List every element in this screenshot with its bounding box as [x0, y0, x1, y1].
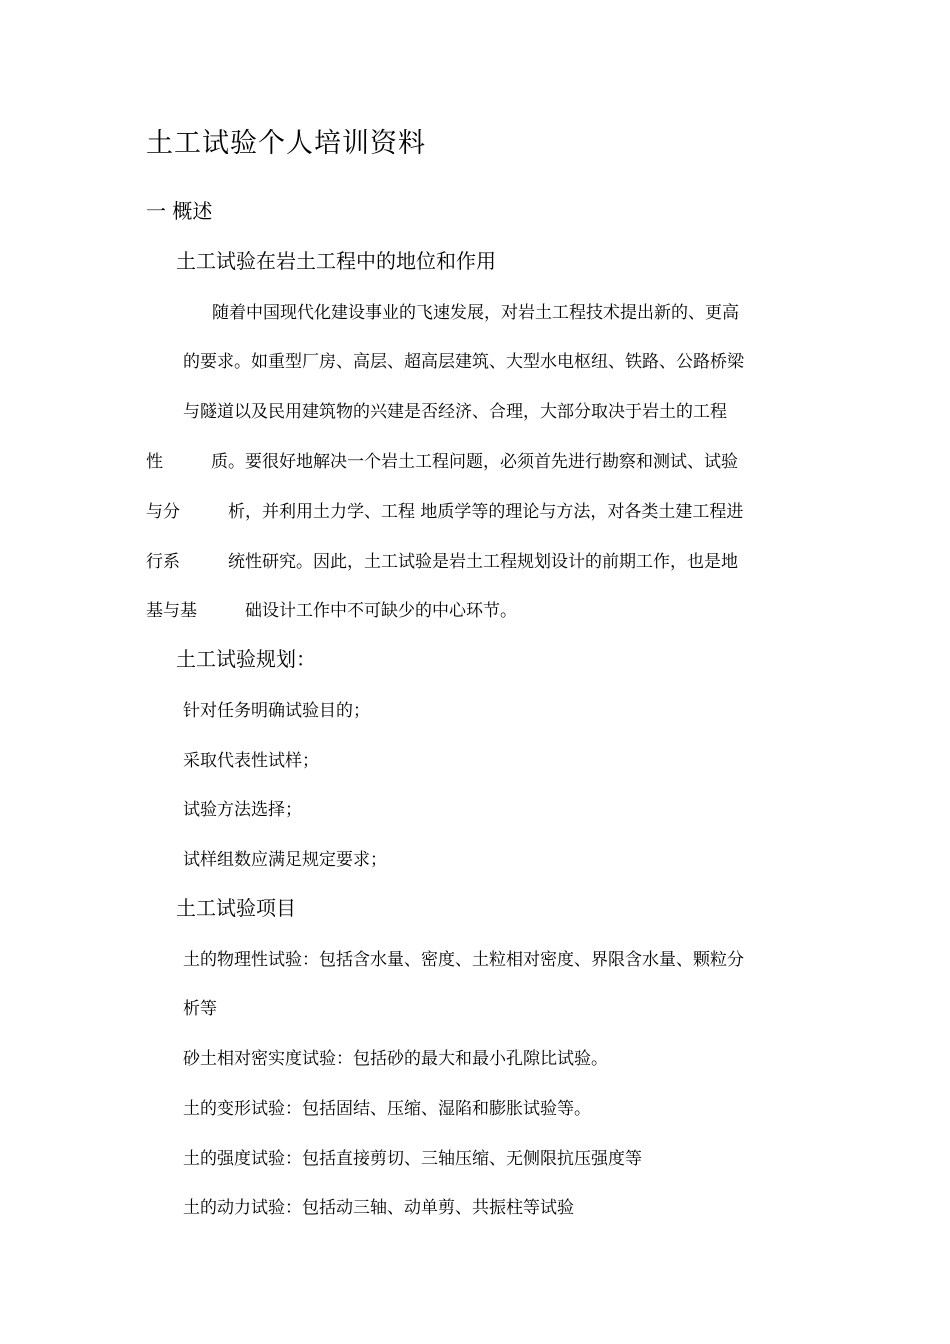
paragraph-line: 与隧道以及民用建筑物的兴建是否经济、合理，大部分取决于岩土的工程: [183, 402, 727, 422]
paragraph-line: 随着中国现代化建设事业的飞速发展，对岩土工程技术提出新的、更高: [212, 303, 739, 323]
test-item: 析等: [183, 999, 217, 1019]
paragraph-fragment: 性: [146, 452, 163, 472]
test-item: 土的物理性试验：包括含水量、密度、土粒相对密度、界限含水量、颗粒分: [183, 950, 744, 970]
plan-item: 试样组数应满足规定要求；: [183, 850, 387, 870]
paragraph-fragment: 统性研究。因此，土工试验是岩土工程规划设计的前期工作，也是地: [228, 552, 738, 572]
test-item: 砂土相对密实度试验：包括砂的最大和最小孔隙比试验。: [183, 1049, 608, 1069]
paragraph-line: 的要求。如重型厂房、高层、超高层建筑、大型水电枢纽、铁路、公路桥梁: [183, 352, 744, 372]
subheading-items: 土工试验项目: [176, 896, 296, 920]
paragraph-line: [146, 603, 517, 620]
test-item: 土的变形试验：包括固结、压缩、湿陷和膨胀试验等。: [183, 1099, 591, 1119]
subheading-role: 土工试验在岩土工程中的地位和作用: [176, 249, 496, 273]
plan-item: 试验方法选择；: [183, 800, 302, 820]
paragraph-fragment: 与分: [146, 502, 180, 522]
plan-item: 针对任务明确试验目的；: [183, 701, 370, 721]
paragraph-line: [146, 454, 738, 471]
test-item: 土的动力试验：包括动三轴、动单剪、共振柱等试验: [183, 1198, 574, 1218]
paragraph-fragment: 基与基: [146, 601, 197, 621]
plan-item: 采取代表性试样；: [183, 751, 319, 771]
paragraph-line: [146, 504, 743, 521]
test-item: 土的强度试验：包括直接剪切、三轴压缩、无侧限抗压强度等: [183, 1149, 642, 1169]
paragraph-fragment: 析，并利用土力学、工程 地质学等的理论与方法，对各类土建工程进: [228, 502, 744, 522]
paragraph-fragment: 行系: [146, 552, 180, 572]
paragraph-fragment: 质。要很好地解决一个岩土工程问题，必须首先进行勘察和测试、试验: [211, 452, 738, 472]
paragraph-fragment: 础设计工作中不可缺少的中心环节。: [245, 601, 517, 621]
subheading-plan: 土工试验规划：: [176, 647, 316, 671]
section-heading-overview: 一 概述: [146, 199, 213, 223]
document-title: 土工试验个人培训资料: [146, 128, 426, 159]
paragraph-line: [146, 554, 738, 571]
